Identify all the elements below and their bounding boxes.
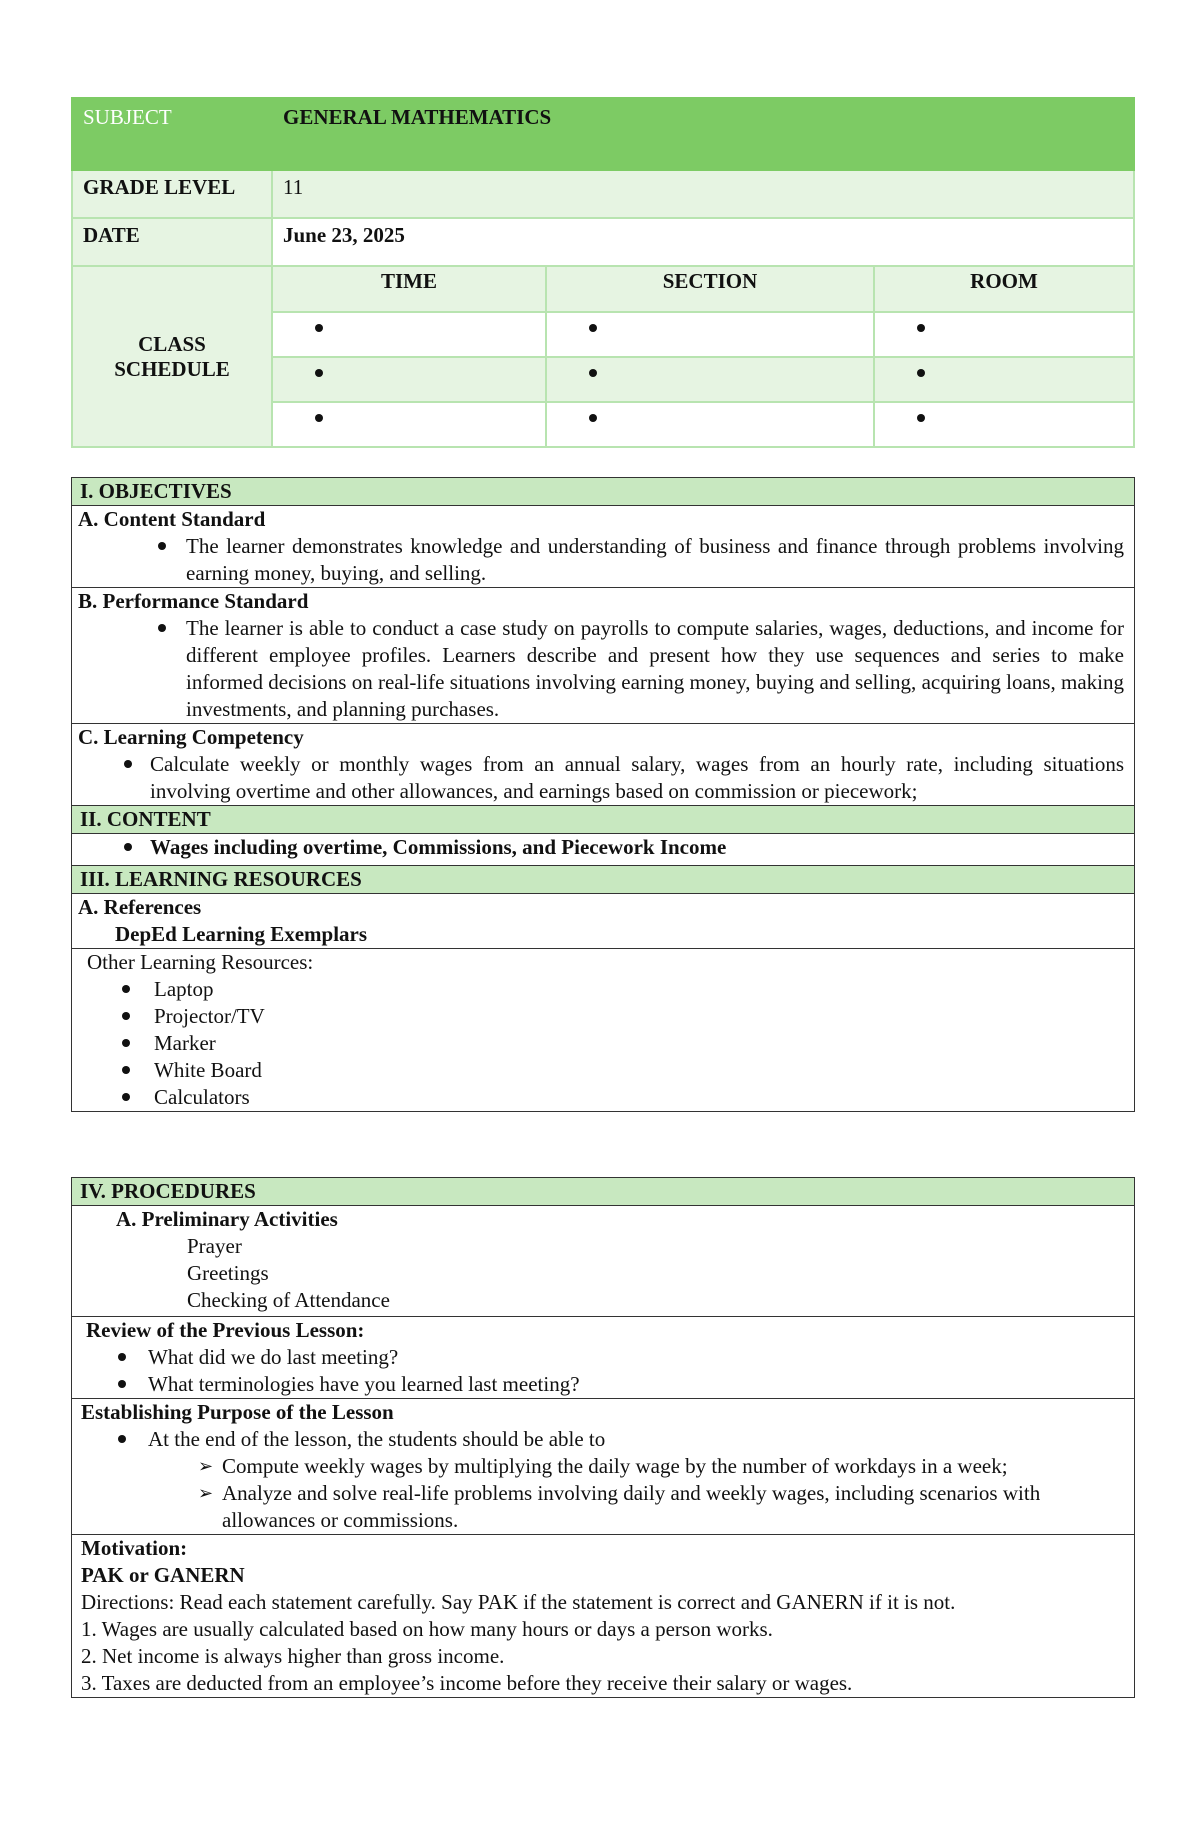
- schedule-cell: [874, 312, 1134, 357]
- resource-item: Marker: [154, 1031, 216, 1055]
- date-label: DATE: [72, 218, 272, 266]
- purpose-label: Establishing Purpose of the Lesson: [81, 1400, 394, 1424]
- bullet-icon: [158, 624, 166, 632]
- bullet-icon: [122, 1039, 130, 1047]
- schedule-cell: [546, 312, 874, 357]
- preliminary-activities-label: A. Preliminary Activities: [116, 1207, 338, 1231]
- content-heading: II. CONTENT: [72, 806, 1135, 834]
- purpose-intro: At the end of the lesson, the students should be able to: [148, 1427, 606, 1451]
- resource-item: Calculators: [154, 1085, 250, 1109]
- review-item: What terminologies have you learned last meeting?: [148, 1372, 580, 1396]
- schedule-cell: [546, 357, 874, 402]
- content-item: Wages including overtime, Commissions, and Piecework Income: [150, 835, 727, 859]
- schedule-col-time: TIME: [272, 266, 546, 312]
- purpose-item: Analyze and solve real-life problems involving daily and weekly wages, including scenarios with allowances or commissions.: [222, 1481, 1041, 1532]
- other-resources-label: Other Learning Resources:: [87, 950, 314, 974]
- motivation-game-title: PAK or GANERN: [81, 1563, 245, 1587]
- references-label: A. References: [78, 895, 202, 919]
- schedule-cell: [272, 402, 546, 447]
- motivation-item: 3. Taxes are deducted from an employee’s income before they receive their salary or wages.: [81, 1671, 853, 1695]
- motivation-label: Motivation:: [81, 1536, 188, 1560]
- resource-item: Laptop: [154, 977, 214, 1001]
- performance-standard-label: B. Performance Standard: [78, 589, 309, 613]
- bullet-icon: [118, 1435, 126, 1443]
- objectives-heading: I. OBJECTIVES: [72, 478, 1135, 506]
- subject-label: SUBJECT: [72, 98, 272, 170]
- procedures-table: [71, 1177, 1135, 1698]
- learning-competency-label: C. Learning Competency: [78, 725, 304, 749]
- motivation-item: 1. Wages are usually calculated based on how many hours or days a person works.: [81, 1617, 773, 1641]
- learning-resources-heading: III. LEARNING RESOURCES: [72, 866, 1135, 894]
- preliminary-item: Greetings: [187, 1261, 269, 1285]
- bullet-icon: [118, 1353, 126, 1361]
- content-standard-label: A. Content Standard: [78, 507, 266, 531]
- date-value: June 23, 2025: [272, 218, 1134, 266]
- resource-item: Projector/TV: [154, 1004, 265, 1028]
- schedule-cell: [546, 402, 874, 447]
- schedule-cell: [272, 357, 546, 402]
- bullet-icon: [122, 1012, 130, 1020]
- performance-standard-text: The learner is able to conduct a case study on payrolls to compute salaries, wages, deductions, and income for different employee profiles. Learners describe and present how they use sequences and series to make informed decisions on real-life situations involving earning money, buying and selling, acquiring loans, making investments, and planning purchases.: [186, 616, 1124, 721]
- schedule-col-room: ROOM: [874, 266, 1134, 312]
- bullet-icon: [122, 1093, 130, 1101]
- arrow-bullet-icon: ➢: [198, 1456, 214, 1476]
- grade-level-value: 11: [272, 170, 1134, 218]
- review-item: What did we do last meeting?: [148, 1345, 399, 1369]
- preliminary-item: Prayer: [187, 1234, 242, 1258]
- purpose-item: Compute weekly wages by multiplying the daily wage by the number of workdays in a week;: [222, 1454, 1008, 1478]
- schedule-cell: [874, 357, 1134, 402]
- procedures-heading: IV. PROCEDURES: [72, 1178, 1135, 1206]
- subject-value: GENERAL MATHEMATICS: [272, 98, 1134, 170]
- objectives-table: [71, 477, 1135, 1112]
- schedule-cell: [272, 312, 546, 357]
- class-schedule-label: CLASS SCHEDULE: [72, 266, 272, 447]
- bullet-icon: [122, 1066, 130, 1074]
- content-standard-text: The learner demonstrates knowledge and understanding of business and finance through problems involving earning money, buying, and selling.: [186, 534, 1124, 585]
- motivation-item: 2. Net income is always higher than gross income.: [81, 1644, 505, 1668]
- schedule-col-section: SECTION: [546, 266, 874, 312]
- bullet-icon: [124, 843, 132, 851]
- bullet-icon: [124, 760, 132, 768]
- preliminary-item: Checking of Attendance: [187, 1288, 390, 1312]
- bullet-icon: [118, 1380, 126, 1388]
- lesson-header-table: [71, 97, 1135, 448]
- resource-item: White Board: [154, 1058, 262, 1082]
- grade-level-label: GRADE LEVEL: [72, 170, 272, 218]
- arrow-bullet-icon: ➢: [198, 1483, 214, 1503]
- learning-competency-text: Calculate weekly or monthly wages from an annual salary, wages from an hourly rate, including situations involving overtime and other allowances, and earnings based on commission or piecework;: [150, 752, 1124, 803]
- references-value: DepEd Learning Exemplars: [115, 922, 368, 946]
- bullet-icon: [122, 985, 130, 993]
- motivation-directions: Directions: Read each statement carefully. Say PAK if the statement is correct and GANERN if it is not.: [81, 1590, 956, 1614]
- review-label: Review of the Previous Lesson:: [86, 1318, 365, 1342]
- bullet-icon: [158, 542, 166, 550]
- schedule-cell: [874, 402, 1134, 447]
